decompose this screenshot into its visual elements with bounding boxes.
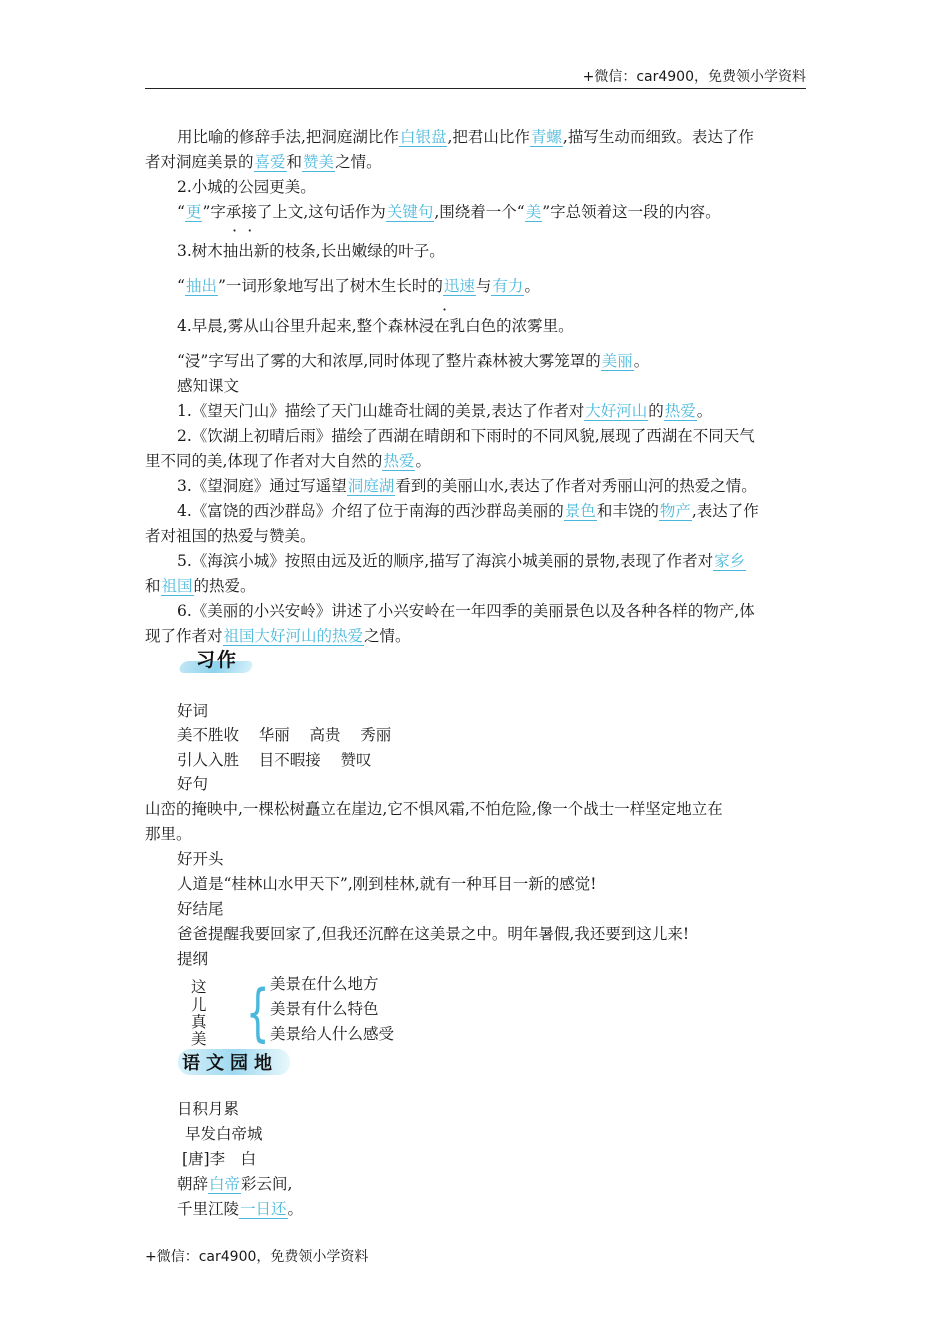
sentence-2-title: 2.小城的公园更美。 (177, 178, 316, 196)
perception-item-4-line-2: 者对祖国的热爱与赞美。 (145, 527, 316, 545)
sentence-4-analysis (145, 349, 838, 373)
text: 。 (287, 1200, 304, 1218)
answer-blank: 家乡 (714, 552, 746, 570)
word: 引人入胜 (177, 751, 240, 769)
text: 。 (524, 277, 540, 295)
answer-blank: 洞庭湖 (347, 477, 395, 495)
good-words-row-2 (145, 748, 838, 772)
answer-blank: 更 (185, 203, 202, 221)
text: 朝辞 (177, 1175, 209, 1193)
answer-blank: 白银盘 (399, 128, 447, 146)
brace-icon: { (245, 976, 270, 1049)
perception-item-2-line-2 (145, 449, 806, 473)
word: 高贵 (309, 726, 341, 744)
answer-blank: 关键句 (386, 203, 434, 221)
word: 美不胜收 (177, 726, 240, 744)
perception-item-5-line-2 (145, 574, 806, 598)
word: 赞叹 (340, 751, 372, 769)
text: 和 (145, 577, 161, 595)
text: ,围绕着一个“ (434, 203, 525, 221)
chinese-garden-banner (178, 1045, 290, 1079)
answer-blank: 热爱 (383, 452, 415, 470)
good-opening-text: 人道是“桂林山水甲天下”,刚到桂林,就有一种耳目一新的感觉! (177, 875, 597, 893)
answer-blank: 有力 (492, 277, 524, 295)
good-words-label: 好词 (177, 702, 209, 720)
para-1-line-1 (145, 125, 838, 149)
text: 之情。 (335, 153, 382, 171)
outline-title-char: 美 (191, 1030, 207, 1048)
text: ,描写生动而细致。表达了作 (562, 128, 754, 146)
sentence-3-title: 3.树木抽出新的枝条,长出嫩绿的叶子。 (177, 242, 445, 260)
answer-blank: 抽出 (185, 277, 217, 295)
poem-author: [唐]李 白 (182, 1150, 257, 1168)
text: 与 (475, 277, 492, 295)
text: 之情。 (364, 627, 411, 645)
answer-blank: 喜爱 (254, 153, 286, 171)
text: 。 (696, 402, 713, 420)
good-sentence-line-2: 那里。 (145, 825, 192, 843)
answer-blank: 物产 (659, 502, 691, 520)
text: 彩云间, (241, 1175, 293, 1193)
answer-blank: 白帝 (209, 1175, 241, 1193)
banner-title: 习作 (196, 649, 239, 671)
text: 的 (648, 402, 664, 420)
text: “ (177, 277, 185, 295)
text: 看到的美丽山水,表达了作者对秀丽山河的热爱之情。 (395, 477, 757, 495)
text: 3.《望洞庭》通过写遥望 (177, 477, 347, 495)
text: ”字总领着这一段的内容。 (542, 203, 721, 221)
page-header (145, 64, 806, 89)
text: 里不同的美,体现了作者对大自然的 (145, 452, 383, 470)
writing-section-banner (180, 643, 252, 677)
answer-blank: 热爱 (664, 402, 696, 420)
perception-item-1 (145, 399, 838, 423)
good-sentence-line-1: 山峦的掩映中,一棵松树矗立在崖边,它不惧风霜,不怕危险,像一个战士一样坚定地立在 (145, 800, 723, 818)
answer-blank: 赞美 (303, 153, 335, 171)
outline-title-char: 真 (191, 1013, 207, 1031)
outline-item: 美景在什么地方 (270, 975, 379, 993)
good-ending-text: 爸爸提醒我要回家了,但我还沉醉在这美景之中。明年暑假,我还要到这儿来! (177, 925, 690, 943)
text: 和丰饶的 (596, 502, 659, 520)
perception-item-3 (145, 474, 838, 498)
good-ending-label: 好结尾 (177, 900, 224, 918)
answer-blank: 一日还 (240, 1200, 287, 1218)
good-sentence-label: 好句 (177, 775, 209, 793)
text: ,把君山比作 (447, 128, 530, 146)
text: 现了作者对 (145, 627, 223, 645)
text: “浸”字写出了雾的大和浓厚,同时体现了整片森林被大雾笼罩的 (177, 352, 601, 370)
outline-title-char: 这 (191, 978, 207, 996)
text: 5.《海滨小城》按照由远及近的顺序,描写了海滨小城美丽的景物,表现了作者对 (177, 552, 714, 570)
banner-title: 语文园地 (182, 1053, 278, 1074)
word: 目不暇接 (258, 751, 321, 769)
text: 4.《富饶的西沙群岛》介绍了位于南海的西沙群岛美丽的 (177, 502, 564, 520)
word: 华丽 (258, 726, 290, 744)
sentence-3-analysis (145, 274, 838, 298)
outline-title-char: 儿 (191, 996, 207, 1014)
emphasis-dots: · · (232, 221, 253, 240)
answer-blank: 美 (525, 203, 542, 221)
text: 。 (415, 452, 431, 470)
text: 者对洞庭美景的 (145, 153, 254, 171)
good-opening-label: 好开头 (177, 850, 224, 868)
answer-blank: 祖国大好河山的热爱 (223, 627, 364, 645)
perception-item-2-line-1: 2.《饮湖上初晴后雨》描绘了西湖在晴朗和下雨时的不同风貌,展现了西湖在不同天气 (177, 427, 755, 445)
text: 的热爱。 (193, 577, 256, 595)
sentence-4-title: 4.早晨,雾从山谷里升起来,整个森林浸在乳白色的浓雾里。 (177, 317, 574, 335)
outline-item: 美景给人什么感受 (270, 1025, 395, 1043)
text: ”一词形象地写出了树木生长时的 (217, 277, 443, 295)
text: ”字承接了上文,这句话作为 (202, 203, 386, 221)
text: 用比喻的修辞手法,把洞庭湖比作 (177, 128, 399, 146)
outline-label: 提纲 (177, 950, 209, 968)
para-1-line-2 (145, 150, 806, 174)
emphasis-dot: · (442, 300, 448, 319)
perception-item-5-line-1 (145, 549, 838, 573)
perception-item-4-line-1 (145, 499, 838, 523)
poem-title: 早发白帝城 (185, 1125, 263, 1143)
text: “ (177, 203, 185, 221)
text: 千里江陵 (177, 1200, 240, 1218)
answer-blank: 青螺 (530, 128, 562, 146)
good-words-row-1 (145, 723, 838, 747)
poem-line-2 (145, 1197, 838, 1221)
daily-accumulation-heading: 日积月累 (177, 1100, 240, 1118)
answer-blank: 迅速 (443, 277, 475, 295)
page-footer: +微信：car4900，免费领小学资料 (145, 1249, 369, 1265)
outline-item: 美景有什么特色 (270, 1000, 379, 1018)
answer-blank: 大好河山 (585, 402, 648, 420)
answer-blank: 美丽 (601, 352, 633, 370)
text: ,表达了作 (691, 502, 759, 520)
word: 秀丽 (360, 726, 392, 744)
text: 。 (633, 352, 650, 370)
poem-line-1 (145, 1172, 838, 1196)
answer-blank: 祖国 (161, 577, 193, 595)
text: 和 (286, 153, 303, 171)
perception-item-6-line-1: 6.《美丽的小兴安岭》讲述了小兴安岭在一年四季的美丽景色以及各种各样的物产,体 (177, 602, 755, 620)
answer-blank: 景色 (564, 502, 596, 520)
header-text: +微信：car4900，免费领小学资料 (582, 69, 806, 85)
section-heading-perception: 感知课文 (177, 377, 240, 395)
text: 1.《望天门山》描绘了天门山雄奇壮阔的美景,表达了作者对 (177, 402, 585, 420)
